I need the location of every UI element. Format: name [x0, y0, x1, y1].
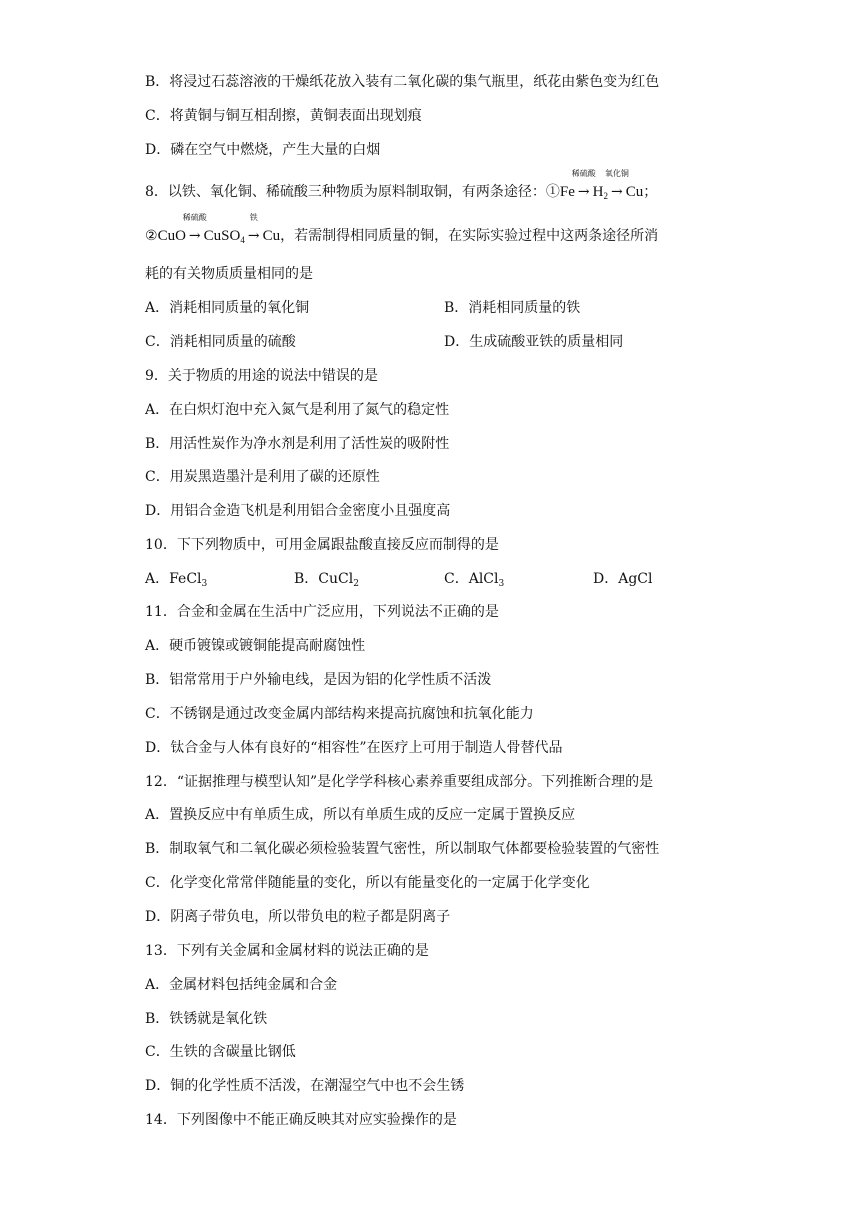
- q11-option-d: D．钛合金与人体有良好的“相容性”在医疗上可用于制造人骨替代品: [145, 740, 563, 756]
- q10-option-d: D．AgCl: [593, 571, 653, 587]
- q9-option-c: C．用炭黑造墨汁是利用了碳的还原性: [145, 469, 380, 485]
- q13-option-c: C．生铁的含碳量比钢低: [145, 1044, 296, 1060]
- q8-route2-arrow2: 铁 →: [247, 213, 260, 244]
- q10-stem: 10．下下列物质中，可用金属跟盐酸直接反应而制得的是: [145, 537, 499, 553]
- q8-stem-text1: 8．以铁、氧化铜、稀硫酸三种物质为原料制取铜，有两条途径：①: [145, 184, 560, 200]
- q8-route1-cond1: 稀硫酸: [571, 169, 596, 178]
- q8-route1-h2: $H_2$: [592, 184, 608, 201]
- q8-route1-arrow2: 氧化铜 →: [604, 169, 629, 200]
- q8-stem-line3: 耗的有关物质质量相同的是: [145, 266, 313, 282]
- q8-route2-cu: Cu: [262, 228, 281, 244]
- q8-option-c: C．消耗相同质量的硫酸: [145, 334, 296, 350]
- q8-route1-arrow1: 稀硫酸 →: [571, 169, 596, 200]
- q8-stem-line1: [145, 169, 658, 206]
- q7-option-d: D．磷在空气中燃烧，产生大量的白烟: [145, 142, 381, 158]
- q14-stem: 14．下列图像中不能正确反映其对应实验操作的是: [145, 1112, 457, 1128]
- q8-option-d: D．生成硫酸亚铁的质量相同: [444, 334, 624, 350]
- q8-route2-cond2: 铁: [249, 213, 258, 222]
- q8-route2-arrow1: 稀硫酸 →: [182, 213, 207, 244]
- q9-stem: 9．关于物质的用途的说法中错误的是: [145, 368, 378, 384]
- q8-route2-cond1: 稀硫酸: [182, 213, 207, 222]
- q11-stem: 11．合金和金属在生活中广泛应用，下列说法不正确的是: [145, 604, 499, 620]
- q9-option-a: A．在白炽灯泡中充入氮气是利用了氮气的稳定性: [145, 402, 450, 418]
- q8-route2-cuo: CuO: [157, 228, 186, 244]
- q8-route2-cuso4: CuSO$_4$: [203, 228, 245, 245]
- q13-stem: 13．下列有关金属和金属材料的说法正确的是: [145, 943, 429, 959]
- q11-option-b: B．铝常常用于户外输电线，是因为铝的化学性质不活泼: [145, 672, 492, 688]
- q13-option-a: A．金属材料包括纯金属和合金: [145, 977, 338, 993]
- q8-route1-cu: Cu: [625, 184, 644, 200]
- q8-route1-cond2: 氧化铜: [604, 169, 629, 178]
- q12-option-b: B．制取氧气和二氧化碳必须检验装置气密性，所以制取气体都要检验装置的气密性: [145, 841, 660, 857]
- q10-option-b: B．CuCl$_2$: [294, 571, 359, 589]
- q12-option-a: A．置换反应中有单质生成，所以有单质生成的反应一定属于置换反应: [145, 807, 576, 823]
- q9-option-d: D．用铝合金造飞机是利用铝合金密度小且强度高: [145, 503, 451, 519]
- q8-option-b: B．消耗相同质量的铁: [444, 300, 581, 316]
- q7-option-c: C．将黄铜与铜互相刮擦，黄铜表面出现划痕: [145, 108, 422, 124]
- q12-stem: 12．“证据推理与模型认知”是化学学科核心素养重要组成部分。下列推断合理的是: [145, 774, 654, 790]
- q8-route2-num: ②: [145, 228, 158, 244]
- q8-stem-text2: ，若需制得相同质量的铜，在实际实验过程中这两条途径所消: [280, 228, 659, 244]
- q13-option-d: D．铜的化学性质不活泼，在潮湿空气中也不会生锈: [145, 1078, 465, 1094]
- q8-option-a: A．消耗相同质量的氧化铜: [145, 300, 310, 316]
- q10-option-a: A．FeCl$_3$: [145, 571, 208, 589]
- q13-option-b: B．铁锈就是氧化铁: [145, 1011, 268, 1027]
- q12-option-c: C．化学变化常常伴随能量的变化，所以有能量变化的一定属于化学变化: [145, 875, 590, 891]
- q11-option-a: A．硬币镀镍或镀铜能提高耐腐蚀性: [145, 638, 366, 654]
- q8-stem-line2: [145, 213, 659, 250]
- q8-route1-end: ；: [643, 184, 658, 200]
- q10-option-c: C．AlCl$_3$: [444, 571, 505, 589]
- q8-route1-fe: Fe: [559, 184, 575, 200]
- q12-option-d: D．阴离子带负电，所以带负电的粒子都是阴离子: [145, 909, 451, 925]
- q11-option-c: C．不锈钢是通过改变金属内部结构来提高抗腐蚀和抗氧化能力: [145, 706, 534, 722]
- q7-option-b: B．将浸过石蕊溶液的干燥纸花放入装有二氧化碳的集气瓶里，纸花由紫色变为红色: [145, 74, 660, 90]
- q9-option-b: B．用活性炭作为净水剂是利用了活性炭的吸附性: [145, 436, 450, 452]
